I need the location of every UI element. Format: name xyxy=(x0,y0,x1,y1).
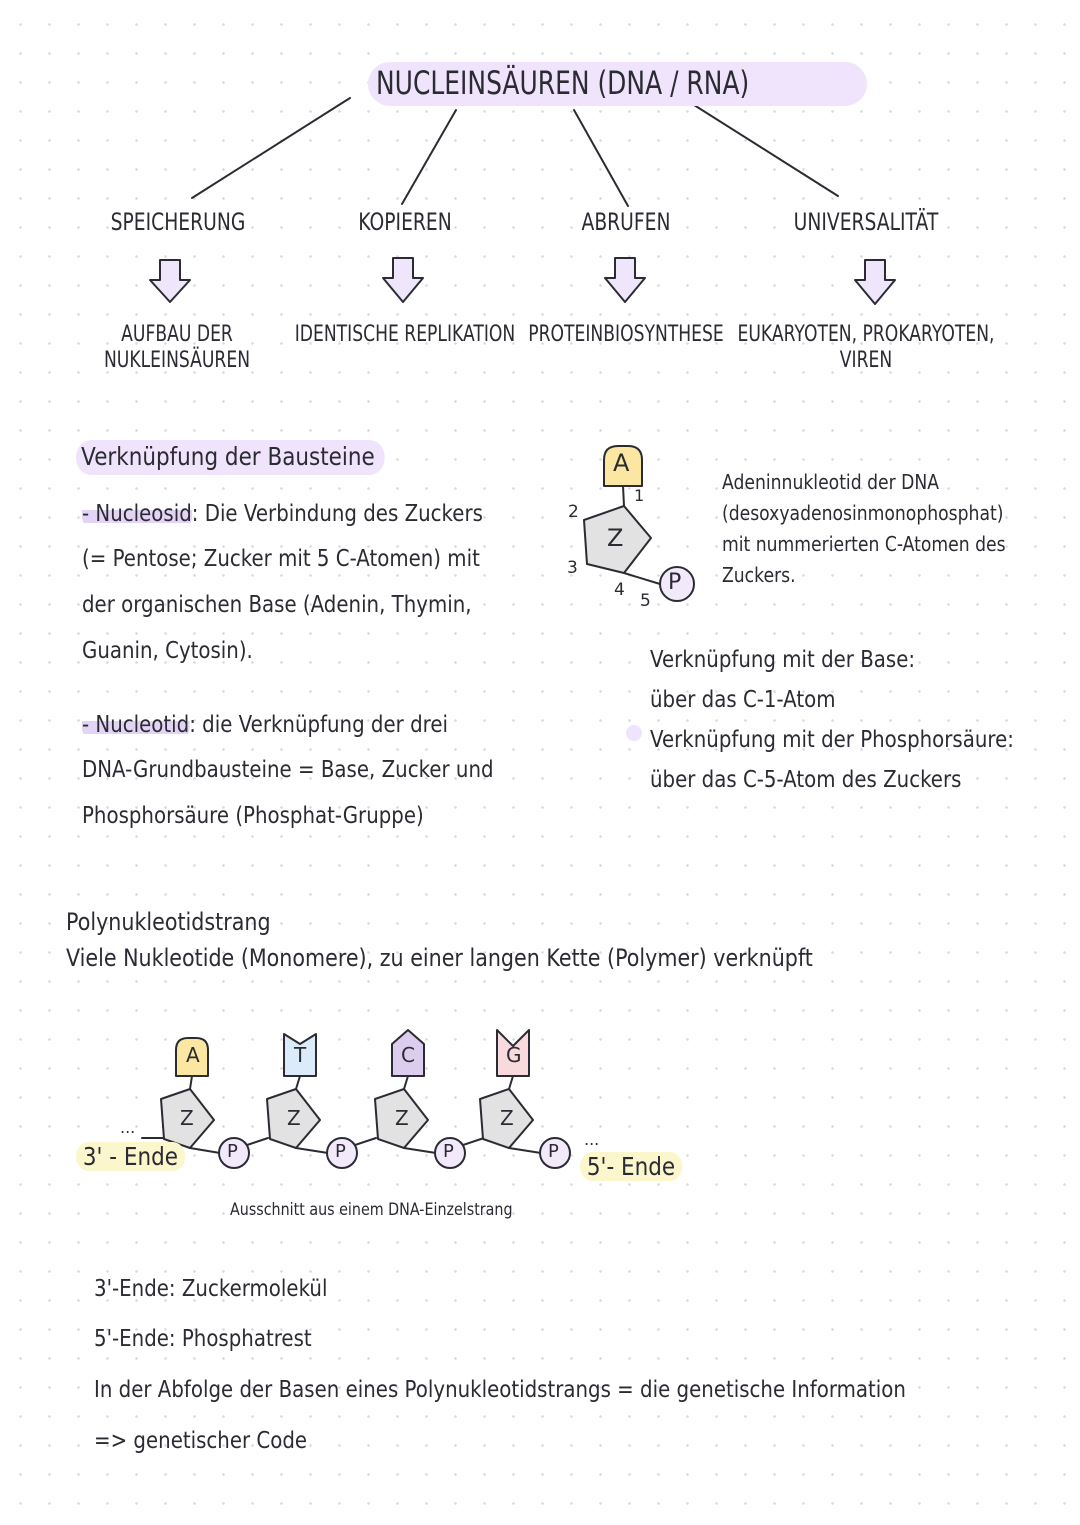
strand-dots-left: ... xyxy=(120,1118,136,1137)
nucleosid-line-1: - Nucleosid: Die Verbindung des Zuckers xyxy=(82,501,483,527)
c-atom-number-3: 3 xyxy=(567,558,578,578)
strand-phosphate-label-1: P xyxy=(227,1141,238,1162)
strand-base-label-4: G xyxy=(506,1043,522,1067)
strand-dots-right: ... xyxy=(584,1130,600,1149)
nucleotid-line-1: - Nucleotid: die Verknüpfung der drei xyxy=(82,712,449,738)
base-bond xyxy=(404,1076,408,1089)
strand-sugar-label-4: Z xyxy=(500,1106,514,1130)
strand-phosphate-label-3: P xyxy=(443,1141,454,1162)
section-heading-bausteine: Verknüpfung der Bausteine xyxy=(76,440,435,475)
category-result-universalitaet: EUKARYOTEN, PROKARYOTEN, VIREN xyxy=(737,322,995,373)
note-end-5: 5'-Ende: Phosphatrest xyxy=(94,1326,312,1352)
section-heading-strang: Polynukleotidstrang xyxy=(66,908,271,936)
strand-sugar-label-3: Z xyxy=(395,1106,409,1130)
nucleosid-line-4: Guanin, Cytosin). xyxy=(82,638,253,664)
end-3-label: 3' - Ende xyxy=(76,1142,203,1171)
strand-phosphate-label-2: P xyxy=(335,1141,346,1162)
diagram-caption: Adeninnukleotid der DNA (desoxyadenosinmonophosphat) mit nummerierten C-Atomen des Zuckers. xyxy=(722,470,1006,587)
diagram-phosphate-label: P xyxy=(668,570,682,595)
category-result-kopieren: IDENTISCHE REPLIKATION xyxy=(294,322,516,347)
phosphate-bond xyxy=(296,1148,328,1153)
base-bond xyxy=(190,1076,192,1089)
c-atom-number-2: 2 xyxy=(568,502,579,522)
section-subheading-strang: Viele Nukleotide (Monomere), zu einer langen Kette (Polymer) verknüpft xyxy=(66,944,813,972)
category-label-kopieren: KOPIEREN xyxy=(358,208,452,236)
strand-phosphate-label-4: P xyxy=(548,1141,559,1162)
backbone-bond xyxy=(463,1138,484,1145)
nucleotid-line-2: DNA-Grundbausteine = Base, Zucker und xyxy=(82,757,494,783)
base-bond xyxy=(296,1076,300,1089)
strand-sugar-label-1: Z xyxy=(180,1106,194,1130)
end-5-label: 5'- Ende xyxy=(580,1152,699,1181)
diagram-sugar-label: Z xyxy=(607,524,624,552)
note-genetic-code: => genetischer Code xyxy=(94,1428,308,1454)
category-result-abrufen: PROTEINBIOSYNTHESE xyxy=(528,322,724,347)
page-title: NUCLEINSÄUREN (DNA / RNA) xyxy=(368,62,867,106)
nucleotid-term: - Nucleotid xyxy=(82,712,190,738)
category-label-universalitaet: UNIVERSALITÄT xyxy=(793,208,939,236)
c-atom-number-5: 5 xyxy=(640,591,651,611)
strand-caption: Ausschnitt aus einem DNA-Einzelstrang xyxy=(230,1200,513,1220)
nucleosid-line-3: der organischen Base (Adenin, Thymin, xyxy=(82,592,472,618)
diagram-base-label: A xyxy=(613,449,630,477)
backbone-bond xyxy=(355,1138,376,1145)
note-end-3: 3'-Ende: Zuckermolekül xyxy=(94,1276,328,1302)
strand-base-label-3: C xyxy=(401,1043,415,1067)
strand-sugar-label-2: Z xyxy=(287,1106,301,1130)
note-genetic-information: In der Abfolge der Basen eines Polynukleotidstrangs = die genetische Information xyxy=(94,1377,906,1403)
c-atom-number-4: 4 xyxy=(614,580,625,600)
c-atom-number-1: 1 xyxy=(634,486,645,505)
nucleosid-term: - Nucleosid xyxy=(82,501,192,527)
phosphate-bond xyxy=(509,1148,541,1153)
backbone-bond xyxy=(247,1138,268,1145)
category-result-speicherung: AUFBAU DER NUKLEINSÄUREN xyxy=(103,322,251,373)
nucleosid-line-2: (= Pentose; Zucker mit 5 C-Atomen) mit xyxy=(82,546,480,572)
base-bond xyxy=(509,1076,513,1089)
nucleotid-line-3: Phosphorsäure (Phosphat-Gruppe) xyxy=(82,803,424,829)
category-label-speicherung: SPEICHERUNG xyxy=(110,208,246,236)
phosphate-bond xyxy=(404,1148,436,1153)
strand-base-label-1: A xyxy=(186,1043,200,1067)
category-label-abrufen: ABRUFEN xyxy=(581,208,671,236)
link-info: Verknüpfung mit der Base: über das C-1-Atom Verknüpfung mit der Phosphorsäure: über das C-5-Atom des Zuckers xyxy=(650,647,1014,793)
strand-base-label-2: T xyxy=(294,1043,307,1067)
